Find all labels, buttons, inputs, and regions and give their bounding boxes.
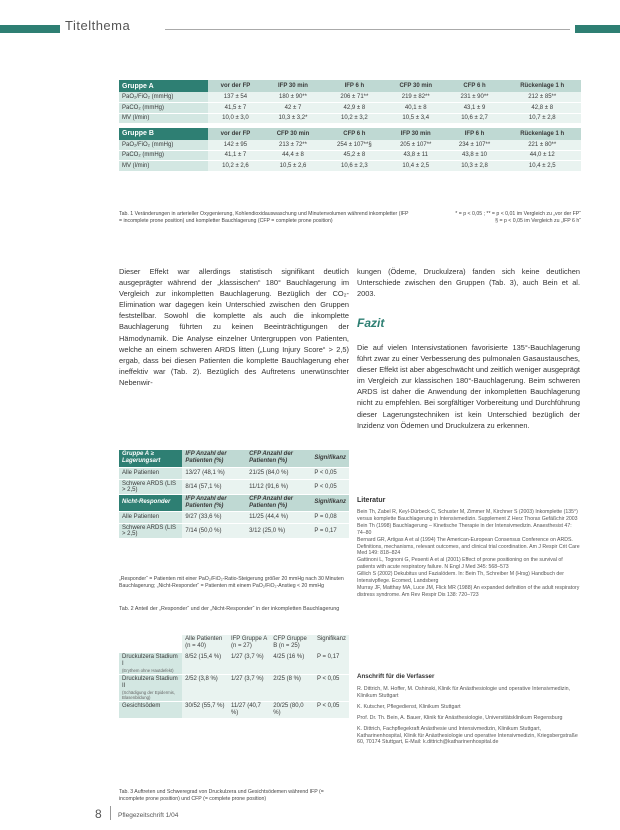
table-cell: P = 0,08	[311, 511, 349, 523]
table-cell: 205 ± 107**	[386, 140, 446, 151]
table-cell: 213 ± 72**	[263, 140, 323, 151]
literature-item: Gattinoni L, Tognoni G, Pesenti A et al (2001) Effect of prone positioning on the survival of patients with acute respiratory failure. N Engl J Med 345: 568–573	[357, 557, 563, 571]
table-row	[119, 675, 349, 702]
column-header: vor der FP	[208, 128, 263, 140]
table-cell: 44,4 ± 8	[263, 150, 323, 161]
row-label: MV (l/min)	[119, 161, 208, 172]
column-header: Nicht-Responder	[119, 494, 182, 511]
table-cell: 7/14 (50,0 %)	[182, 523, 246, 538]
section-title: Titelthema	[65, 18, 131, 33]
column-header: CFP Anzahl der Patienten (%)	[246, 494, 311, 511]
group-name: Gruppe A	[119, 80, 208, 92]
table-cell: Alle Patienten	[119, 511, 182, 523]
row-label-note: (Erythem ohne Hautdefekt)	[122, 668, 174, 673]
magazine-name: Pflegezeitschrift 1/04	[118, 812, 179, 819]
address-item: R. Dittrich, M. Hoffer, M. Oshinski, Klinik für Anästhesiologie und operative Intensivmedizin, Klinikum Stuttgart	[357, 686, 571, 699]
table-cell: 10,2 ± 3,2	[323, 113, 386, 124]
row-label-note: (Schädigung der Epidermis, Blasenbildung)	[122, 690, 176, 700]
column-header: CFP 30 min	[263, 128, 323, 140]
table-cell: Alle Patienten	[119, 467, 182, 479]
table-cell: 2/25 (8 %)	[270, 675, 314, 702]
table-cell: 41,1 ± 7	[208, 150, 263, 161]
table-cell: 20/25 (80,0 %)	[270, 702, 314, 719]
table-cell: 10,5 ± 3,4	[386, 113, 446, 124]
table-3-caption: Tab. 3 Auftreten und Schweregrad von Druckulzera und Gesichtsödemen während IFP (= incomplete prone position) und CFP (= complete prone position)	[119, 789, 324, 802]
table-row	[119, 467, 349, 479]
table-cell: P < 0,05	[314, 675, 349, 702]
page-number: 8	[95, 807, 102, 821]
table-row	[119, 161, 581, 172]
literature-item: Gillich S (2002) Dekubitus und Fazialödem. In: Bein Th, Schreiber M (Hrsg) Handbuch der Intensivpflege. Ecomed, Landsberg	[357, 571, 564, 585]
address-item: K. Kutscher, Pflegedienst, Klinikum Stuttgart	[357, 703, 461, 710]
table-cell: 42,8 ± 8	[503, 103, 581, 114]
table-cell: 43,8 ± 10	[446, 150, 504, 161]
column-header: IFP Anzahl der Patienten (%)	[182, 450, 246, 467]
column-header: CFP 30 min	[386, 80, 446, 92]
column-header: Signifikanz	[314, 635, 349, 653]
table-cell: 180 ± 90**	[263, 92, 323, 103]
column-header: IFP Gruppe A (n = 27)	[228, 635, 270, 653]
literature-item: Murray JF, Matthay MA, Luce JM, Flick MR (1988) An expanded definition of the adult respiratory distress syndrome. Am Rev Respir Dis 138: 720–723	[357, 585, 580, 598]
table-row	[119, 523, 349, 538]
table-cell: P < 0,05	[311, 479, 349, 494]
table-cell: P < 0,05	[314, 702, 349, 719]
table-cell: 13/27 (48,1 %)	[182, 467, 246, 479]
table-row	[119, 113, 581, 124]
table-cell: 10,3 ± 2,8	[446, 161, 504, 172]
table-cell: 44,0 ± 12	[503, 150, 581, 161]
table-cell: 11/25 (44,4 %)	[246, 511, 311, 523]
table-row	[119, 150, 581, 161]
column-header: Rückenlage 1 h	[503, 80, 581, 92]
table-row	[119, 653, 349, 675]
table-cell: 219 ± 82**	[386, 92, 446, 103]
row-label: MV (l/min)	[119, 113, 208, 124]
table-cell: 10,0 ± 3,0	[208, 113, 263, 124]
table-cell: 254 ± 107**§	[323, 140, 386, 151]
table-3-header	[119, 635, 349, 653]
table-cell: 10,4 ± 2,5	[386, 161, 446, 172]
group-name: Gruppe B	[119, 128, 208, 140]
table-cell: 43,1 ± 9	[446, 103, 504, 114]
body-text-right: kungen (Ödeme, Druckulzera) fanden sich keine deutlichen Unterschiede zwischen den Gruppen (Tab. 3), auch Bein et al. 2003.	[357, 267, 580, 299]
table-row	[119, 140, 581, 151]
row-label	[119, 675, 182, 702]
row-label	[119, 653, 182, 675]
header-accent-left	[0, 25, 60, 33]
column-header: Gruppe A ≥ Lagerungsart	[119, 450, 182, 467]
table-row	[119, 103, 581, 114]
table-2-caption: Tab. 2 Anteil der „Responder“ und der „Nicht-Responder“ in der inkompletten Bauchlagerung	[119, 606, 340, 612]
table-cell: 137 ± 54	[208, 92, 263, 103]
table-cell: 8/52 (15,4 %)	[182, 653, 228, 675]
table-cell: 42,9 ± 8	[323, 103, 386, 114]
table-cell: 2/52 (3,8 %)	[182, 675, 228, 702]
table-cell: 212 ± 85**	[503, 92, 581, 103]
table-2	[119, 450, 349, 539]
row-label-text: Gesichtsödem	[122, 703, 161, 709]
table-1-note-line-2: § = p < 0,05 im Vergleich zu „IFP 6 h“	[495, 218, 581, 224]
table-1-note-line-1: * = p < 0,05 ; ** = p < 0,01 im Vergleich zu „vor der FP“	[455, 211, 581, 217]
row-label-text: Druckulzera Stadium II	[122, 676, 178, 689]
column-header: IFP 6 h	[446, 128, 504, 140]
literature-heading: Literatur	[357, 497, 386, 504]
table-cell: 221 ± 80**	[503, 140, 581, 151]
table-cell: 41,5 ± 7	[208, 103, 263, 114]
column-header: vor der FP	[208, 80, 263, 92]
table-cell: 9/27 (33,6 %)	[182, 511, 246, 523]
table-row	[119, 702, 349, 719]
column-header: CFP 6 h	[446, 80, 504, 92]
table-cell: 8/14 (57,1 %)	[182, 479, 246, 494]
table-cell: 10,2 ± 2,6	[208, 161, 263, 172]
address-item: K. Dittrich, Fachpflegekraft Anästhesie und Intensivmedizin, Klinikum Stuttgart, Katharinenhospital, Klinik für Anästhesiologie und operative Intensivmedizin, Kriegsbergstraße 60, 70174 Stuttgart, E-Mail: k.dittrich@katharinenhospital.de	[357, 725, 578, 746]
address-heading: Anschrift für die Verfasser	[357, 673, 435, 680]
literature-item: Bein Th (1998) Bauchlagerung – Kinetische Therapie in der Intensivmedizin. Anaesthesist 47: 74–80	[357, 522, 572, 536]
literature-item: Bernard GR, Artigas A et al (1994) The American-European Consensus Conference on ARDS. Definitions, mechanisms, relevant outcomes, and clinical trial coordination. Am J Respir Crit Care Med 149: 818–824	[357, 536, 580, 557]
column-header: Signifikanz	[311, 450, 349, 467]
table-row	[119, 511, 349, 523]
row-label: PaO₂/FiO₂ (mmHg)	[119, 92, 208, 103]
table-cell: 10,6 ± 2,3	[323, 161, 386, 172]
table-cell: 30/52 (55,7 %)	[182, 702, 228, 719]
table-2-header	[119, 494, 349, 511]
table-cell: 206 ± 71**	[323, 92, 386, 103]
table-cell: 142 ± 95	[208, 140, 263, 151]
table-row	[119, 92, 581, 103]
column-header: CFP 6 h	[323, 128, 386, 140]
table-3	[119, 635, 349, 719]
table-cell: Schwere ARDS (LIS > 2,5)	[119, 479, 182, 494]
row-label: PaO₂/FiO₂ (mmHg)	[119, 140, 208, 151]
column-header: Alle Patienten (n = 40)	[182, 635, 228, 653]
table-1-caption: Tab. 1 Veränderungen in arterieller Oxygenierung, Kohlendioxidauswaschung und Minutenvolumen während inkompletter (IFP = incomplete prone position) und kompletter Bauchlagerung (CFP = complete prone position)	[119, 211, 409, 224]
literature-list	[357, 509, 580, 599]
table-cell: 1/27 (3,7 %)	[228, 653, 270, 675]
fazit-heading: Fazit	[357, 316, 385, 330]
column-header: IFP 30 min	[263, 80, 323, 92]
table-1-group-header	[119, 80, 581, 92]
table-cell: 42 ± 7	[263, 103, 323, 114]
table-cell: 10,4 ± 2,5	[503, 161, 581, 172]
table-cell: 10,3 ± 3,2*	[263, 113, 323, 124]
column-header: Signifikanz	[311, 494, 349, 511]
column-header: IFP 30 min	[386, 128, 446, 140]
address-list	[357, 686, 580, 750]
table-1	[119, 80, 581, 172]
column-header: IFP 6 h	[323, 80, 386, 92]
body-text-left: Dieser Effekt war allerdings statistisch signifikant deutlich ausgeprägter während der „klassischen“ 180° Bauchlagerung im Vergleich zur inkompletten Bauchlagerung. Bezüglich der CO₂-Elimination war dagegen kein Unterschied zwischen den Gruppen feststellbar. Sowohl die komplette als auch die inkomplette Bauchlagerung führten zu keinen Beeinträchtigungen der Hämodynamik. Die Analyse einzelner Untergruppen von Patienten, welche an einem schweren ARDS litten („Lung Injury Score“ > 2,5) ergab, dass bei diesen Patienten die komplette Bauchlagerung eher ineffektiv war (Tab. 2). Bezüglich des Auftretens unerwünschter Nebenwir-	[119, 267, 349, 387]
column-header: CFP Anzahl der Patienten (%)	[246, 450, 311, 467]
row-label	[119, 702, 182, 719]
table-cell: 10,7 ± 2,8	[503, 113, 581, 124]
table-cell: 43,8 ± 11	[386, 150, 446, 161]
table-cell: 45,2 ± 8	[323, 150, 386, 161]
row-label: PaCO₂ (mmHg)	[119, 103, 208, 114]
table-cell: 10,5 ± 2,6	[263, 161, 323, 172]
row-label: PaCO₂ (mmHg)	[119, 150, 208, 161]
table-cell: 11/27 (40,7 %)	[228, 702, 270, 719]
row-label-text: Druckulzera Stadium I	[122, 654, 178, 667]
table-cell: P = 0,17	[311, 523, 349, 538]
table-cell: 231 ± 90**	[446, 92, 504, 103]
footer-divider	[110, 806, 111, 820]
column-header: CFP Gruppe B (n = 25)	[270, 635, 314, 653]
table-cell: 21/25 (84,0 %)	[246, 467, 311, 479]
table-cell: 10,6 ± 2,7	[446, 113, 504, 124]
table-cell: 1/27 (3,7 %)	[228, 675, 270, 702]
table-row	[119, 479, 349, 494]
column-header	[119, 635, 182, 653]
table-cell: 3/12 (25,0 %)	[246, 523, 311, 538]
table-cell: 4/25 (16 %)	[270, 653, 314, 675]
table-cell: 11/12 (91,6 %)	[246, 479, 311, 494]
header-rule	[165, 29, 570, 30]
table-2-legend: „Responder“ = Patienten mit einer PaO₂/FiO₂-Ratio-Steigerung größer 20 mmHg nach 30 Minuten Bauchlagerung; „Nicht-Responder“ = Patienten mit einem PaO₂/FiO₂-Anstieg < 20 mmHg	[119, 576, 344, 589]
table-cell: 234 ± 107**	[446, 140, 504, 151]
literature-item: Bein Th, Zabel R, Keyl-Dürbeck C, Schuster M, Zimmer M, Kirchner S (2003) Inkomplette (135°) versus komplette Bauchlagerung in Intensivmedizin. Supplement Z Herz Thorax Gefäßchir 2003	[357, 509, 578, 522]
table-cell: 40,1 ± 8	[386, 103, 446, 114]
column-header: IFP Anzahl der Patienten (%)	[182, 494, 246, 511]
header-accent-right	[575, 25, 620, 33]
table-cell: P = 0,17	[314, 653, 349, 675]
table-1-group-header	[119, 128, 581, 140]
address-item: Prof. Dr. Th. Bein, A. Bauer, Klinik für Anästhesiologie, Universitätsklinikum Regensburg	[357, 714, 563, 721]
table-cell: Schwere ARDS (LIS > 2,5)	[119, 523, 182, 538]
table-cell: P < 0,05	[311, 467, 349, 479]
column-header: Rückenlage 1 h	[503, 128, 581, 140]
table-2-header	[119, 450, 349, 467]
fazit-text: Die auf vielen Intensivstationen favorisierte 135°-Bauchlagerung führt zwar zu einer Verbesserung des pulmonalen Gasaustausches, dieser Effekt ist aber abgeschwächt und zeitlich weniger ausgeprägt im Vergleich zur klassischen 180°-Bauchlagerung. Beim schweren ARDS ist daher die Anwendung der inkompletten Bauchlagerung nicht zu empfehlen. Bei sorgfältiger Vorbereitung und Durchführung dieser Lagerungstechniken ist kein Unterschied bezüglich der Inzidenz von Ödemen und Druckulzera zu erkennen.	[357, 343, 580, 430]
table-1-significance-note	[418, 211, 581, 225]
